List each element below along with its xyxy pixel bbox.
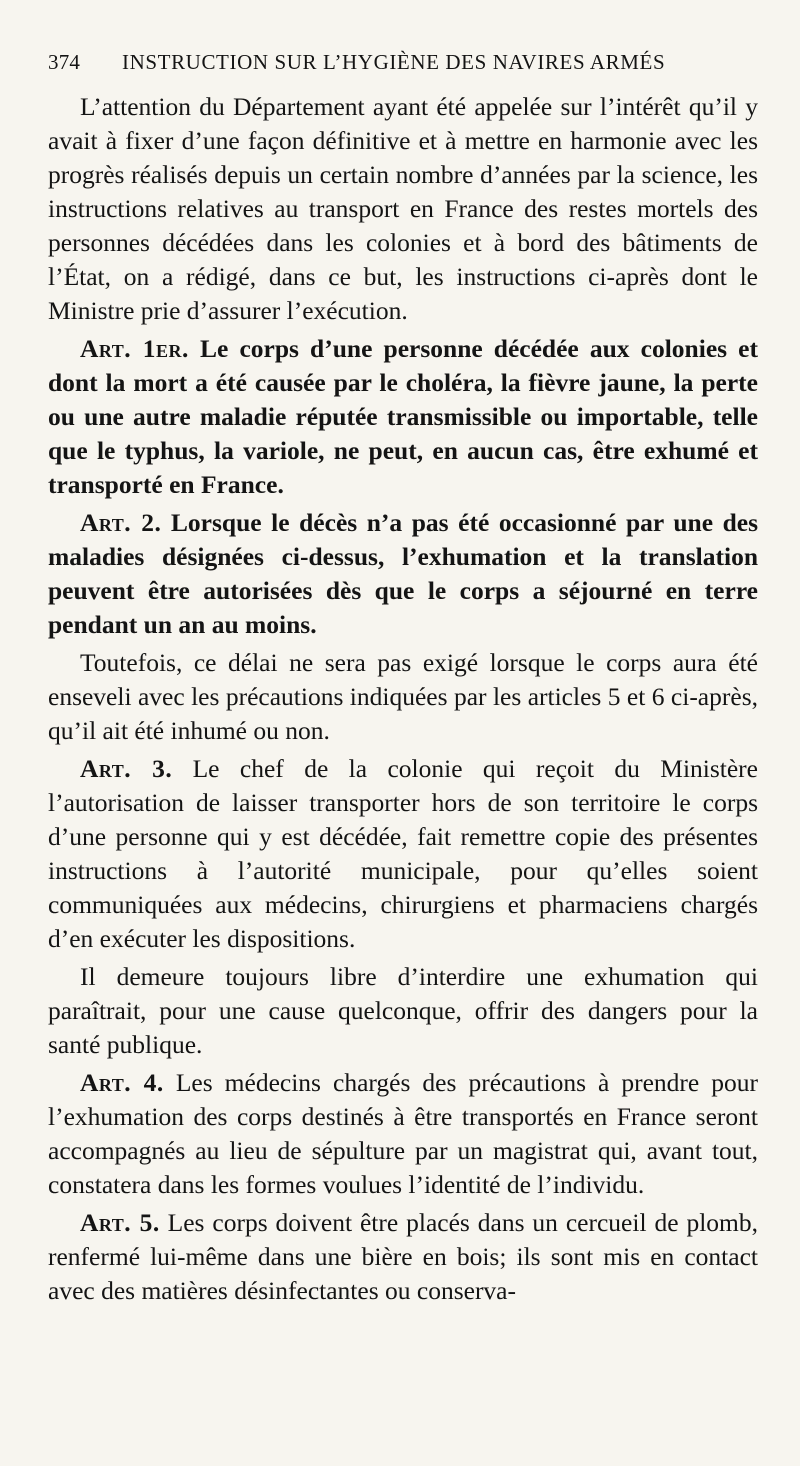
page-header <box>48 50 758 80</box>
article-2-continuation-paragraph <box>48 646 758 748</box>
paragraph-text: Lorsque le décès n’a pas été occasionné par une des maladies désignées ci-dessus, l’exhumation et la translation peuvent être autorisées dès que le corps a séjourné en terre pendant un an au moins. <box>48 508 758 639</box>
article-label: Art. 2. <box>80 508 162 537</box>
paragraph-text: Le corps d’une personne décédée aux colonies et dont la mort a été causée par le choléra, la fièvre jaune, la perte ou une autre maladie réputée transmissible ou importable, telle que le typhus, la variole, ne peut, en aucun cas, être exhumé et transporté en France. <box>48 334 758 499</box>
article-3-paragraph <box>48 752 758 956</box>
document-body <box>48 90 758 1308</box>
page-number: 374 <box>48 50 81 74</box>
paragraph-text: Le chef de la colonie qui reçoit du Ministère l’autorisation de laisser transporter hors de son territoire le corps d’une personne qui y est décédée, fait remettre copie des présentes instructions à l’autorité municipale, pour qu’elles soient communiquées aux médecins, chirurgiens et pharmaciens chargés d’en exécuter les dispositions. <box>48 754 758 953</box>
article-label: Art. 1er. <box>80 334 189 363</box>
paragraph-text: Les corps doivent être placés dans un cercueil de plomb, renfermé lui-même dans une bière en bois; ils sont mis en contact avec des matières désinfectantes ou conserva- <box>48 1208 758 1305</box>
paragraph-text: Les médecins chargés des précautions à prendre pour l’exhumation des corps destinés à être transportés en France seront accompagnés au lieu de sépulture par un magistrat qui, avant tout, constatera dans les formes voulues l’identité de l’individu. <box>48 1068 758 1199</box>
article-label: Art. 4. <box>80 1068 164 1097</box>
article-1-paragraph <box>48 332 758 502</box>
intro-paragraph <box>48 90 758 328</box>
running-title: INSTRUCTION SUR L’HYGIÈNE DES NAVIRES ARMÉS <box>122 50 666 74</box>
paragraph-text: Il demeure toujours libre d’interdire une exhumation qui paraîtrait, pour une cause quelconque, offrir des dangers pour la santé publique. <box>48 962 758 1059</box>
paragraph-text: Toutefois, ce délai ne sera pas exigé lorsque le corps aura été enseveli avec les précautions indiquées par les articles 5 et 6 ci-après, qu’il ait été inhumé ou non. <box>48 648 758 745</box>
paragraph-text: L’attention du Département ayant été appelée sur l’intérêt qu’il y avait à fixer d’une façon définitive et à mettre en harmonie avec les progrès réalisés depuis un certain nombre d’années par la science, les instructions relatives au transport en France des restes mortels des personnes décédées dans les colonies et à bord des bâtiments de l’État, on a rédigé, dans ce but, les instructions ci-après dont le Ministre prie d’assurer l’exécution. <box>48 92 758 325</box>
article-5-paragraph <box>48 1206 758 1308</box>
article-2-paragraph <box>48 506 758 642</box>
article-4-paragraph <box>48 1066 758 1202</box>
article-label: Art. 3. <box>80 754 173 783</box>
article-3-continuation-paragraph <box>48 960 758 1062</box>
article-label: Art. 5. <box>80 1208 160 1237</box>
